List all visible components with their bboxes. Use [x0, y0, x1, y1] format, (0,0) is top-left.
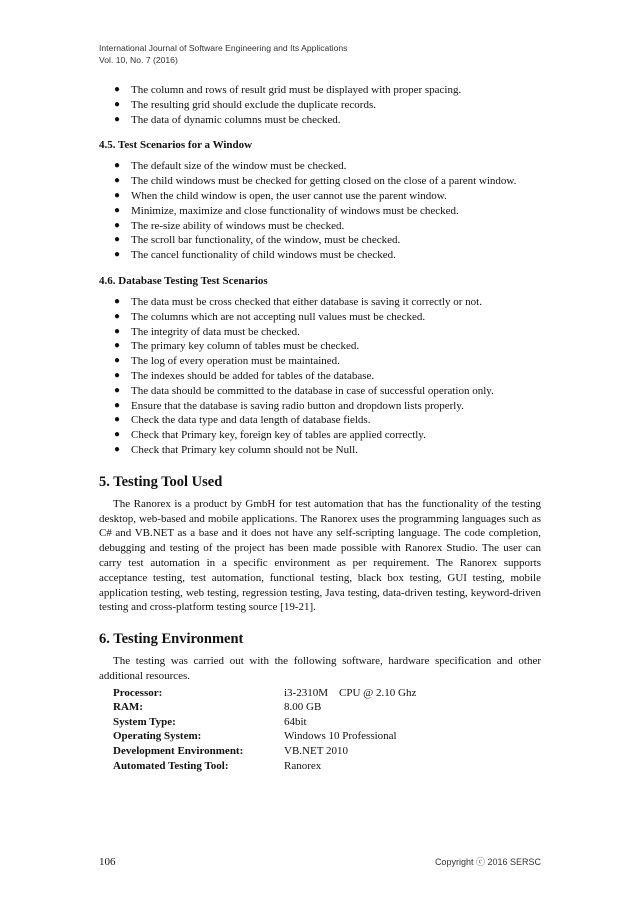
- bullet-icon: ●: [114, 295, 121, 307]
- list-item: [99, 189, 541, 204]
- spec-label: Development Environment:: [113, 745, 244, 758]
- list-item-text: The data must be cross checked that either database is saving it correctly or not.: [131, 295, 482, 308]
- list-item: [99, 369, 541, 384]
- spec-row: [113, 759, 416, 774]
- list-item-text: The columns which are not accepting null values must be checked.: [131, 310, 426, 323]
- list-item: [99, 174, 541, 189]
- list-item-text: The default size of the window must be checked.: [131, 160, 347, 173]
- list-item: [99, 339, 541, 354]
- list-item: [99, 354, 541, 369]
- list-item: [99, 399, 541, 414]
- spec-row: [113, 686, 416, 701]
- list-item-text: The re-size ability of windows must be checked.: [131, 219, 345, 232]
- list-item-text: The scroll bar functionality, of the window, must be checked.: [131, 234, 401, 247]
- bullet-icon: ●: [114, 310, 121, 322]
- list-item: [99, 413, 541, 428]
- bullet-icon: ●: [114, 219, 121, 231]
- section-6-paragraph: The testing was carried out with the following software, hardware specification and other additional resources.: [99, 655, 541, 682]
- bullet-icon: ●: [114, 204, 121, 216]
- bullet-icon: ●: [114, 189, 121, 201]
- page-number: 106: [99, 856, 116, 868]
- bullet-icon: ●: [114, 160, 121, 172]
- bullet-icon: ●: [114, 399, 121, 411]
- database-scenarios-list: [99, 295, 541, 458]
- spec-value: 8.00 GB: [284, 701, 322, 714]
- list-item: [99, 159, 541, 174]
- list-item-text: The indexes should be added for tables of the database.: [131, 369, 375, 382]
- spec-label: Automated Testing Tool:: [113, 759, 229, 772]
- bullet-icon: ●: [114, 429, 121, 441]
- list-item-text: The data of dynamic columns must be checked.: [131, 113, 341, 126]
- intro-bullet-list: [99, 83, 541, 127]
- list-item: [99, 233, 541, 248]
- page-content: [99, 83, 541, 773]
- list-item: [99, 113, 541, 128]
- journal-name: International Journal of Software Engineering and Its Applications: [99, 43, 348, 53]
- window-scenarios-list: [99, 159, 541, 263]
- bullet-icon: ●: [114, 84, 121, 95]
- bullet-icon: ●: [114, 175, 121, 187]
- spec-value: Windows 10 Professional: [284, 730, 397, 743]
- copyright-notice: Copyright ⓒ 2016 SERSC: [434, 857, 541, 867]
- spec-row: [113, 715, 416, 730]
- list-item: [99, 219, 541, 234]
- list-item-text: Check the data type and data length of database fields.: [131, 414, 371, 427]
- spec-value: Ranorex: [284, 759, 322, 772]
- spec-value: VB.NET 2010: [284, 745, 348, 758]
- bullet-icon: ●: [114, 113, 121, 125]
- list-item-text: Ensure that the database is saving radio button and dropdown lists properly.: [131, 399, 464, 412]
- list-item-text: Check that Primary key, foreign key of tables are applied correctly.: [131, 429, 426, 442]
- bullet-icon: ●: [114, 234, 121, 246]
- spec-label: System Type:: [113, 715, 176, 728]
- list-item: [99, 310, 541, 325]
- bullet-icon: ●: [114, 369, 121, 381]
- list-item-text: The log of every operation must be maintained.: [131, 355, 340, 368]
- spec-row: [113, 744, 416, 759]
- running-header: [99, 42, 347, 66]
- bullet-icon: ●: [114, 325, 121, 337]
- list-item: [99, 384, 541, 399]
- list-item: [99, 83, 541, 98]
- list-item: [99, 98, 541, 113]
- list-item: [99, 204, 541, 219]
- section-5-heading: 5. Testing Tool Used: [99, 473, 223, 490]
- bullet-icon: ●: [114, 340, 121, 352]
- list-item-text: Minimize, maximize and close functionality of windows must be checked.: [131, 204, 459, 217]
- list-item-text: The child windows must be checked for getting closed on the close of a parent window.: [131, 175, 517, 188]
- bullet-icon: ●: [114, 384, 121, 396]
- page-footer: [99, 855, 541, 868]
- list-item-text: The resulting grid should exclude the duplicate records.: [131, 98, 376, 111]
- spec-label: RAM:: [113, 701, 143, 714]
- spec-value: 64bit: [284, 715, 307, 728]
- spec-row: [113, 729, 416, 744]
- list-item-text: When the child window is open, the user cannot use the parent window.: [131, 189, 447, 202]
- list-item-text: The data should be committed to the database in case of successful operation only.: [131, 384, 494, 397]
- list-item-text: The integrity of data must be checked.: [131, 325, 300, 338]
- list-item-text: The cancel functionality of child windows must be checked.: [131, 249, 396, 262]
- bullet-icon: ●: [114, 355, 121, 367]
- spec-value: i3-2310M CPU @ 2.10 Ghz: [284, 686, 417, 699]
- list-item-text: The column and rows of result grid must be displayed with proper spacing.: [131, 84, 462, 96]
- section-4-5-heading: 4.5. Test Scenarios for a Window: [99, 139, 253, 152]
- list-item: [99, 248, 541, 263]
- journal-volume: Vol. 10, No. 7 (2016): [99, 55, 178, 65]
- section-5-paragraph: The Ranorex is a product by GmbH for test automation that has the functionality of the testing desktop, web-based and mobile applications. The Ranorex uses the programming languages such as C# and VB.NET as a base and it does not have any self-scripting language. The code completion, debugging and testing of the project has been made possible with Ranorex Studio. The user can carry test automation in a specific environment as per requirement. The Ranorex supports acceptance testing, test automation, functional testing, black box testing, GUI testing, mobile application testing, web testing, regression testing, Java testing, data-driven testing, keyword-driven testing and cross-platform testing source [19-21].: [99, 497, 541, 614]
- list-item: [99, 325, 541, 340]
- bullet-icon: ●: [114, 98, 121, 110]
- spec-label: Processor:: [113, 686, 163, 699]
- list-item: [99, 428, 541, 443]
- section-6-heading: 6. Testing Environment: [99, 631, 244, 648]
- bullet-icon: ●: [114, 443, 121, 455]
- list-item-text: The primary key column of tables must be checked.: [131, 340, 360, 353]
- list-item-text: Check that Primary key column should not be Null.: [131, 443, 358, 456]
- list-item: [99, 295, 541, 310]
- list-item: [99, 443, 541, 458]
- section-4-6-heading: 4.6. Database Testing Test Scenarios: [99, 274, 268, 287]
- spec-label: Operating System:: [113, 730, 202, 743]
- bullet-icon: ●: [114, 414, 121, 426]
- bullet-icon: ●: [114, 249, 121, 261]
- spec-row: [113, 700, 416, 715]
- environment-spec-table: [113, 686, 416, 774]
